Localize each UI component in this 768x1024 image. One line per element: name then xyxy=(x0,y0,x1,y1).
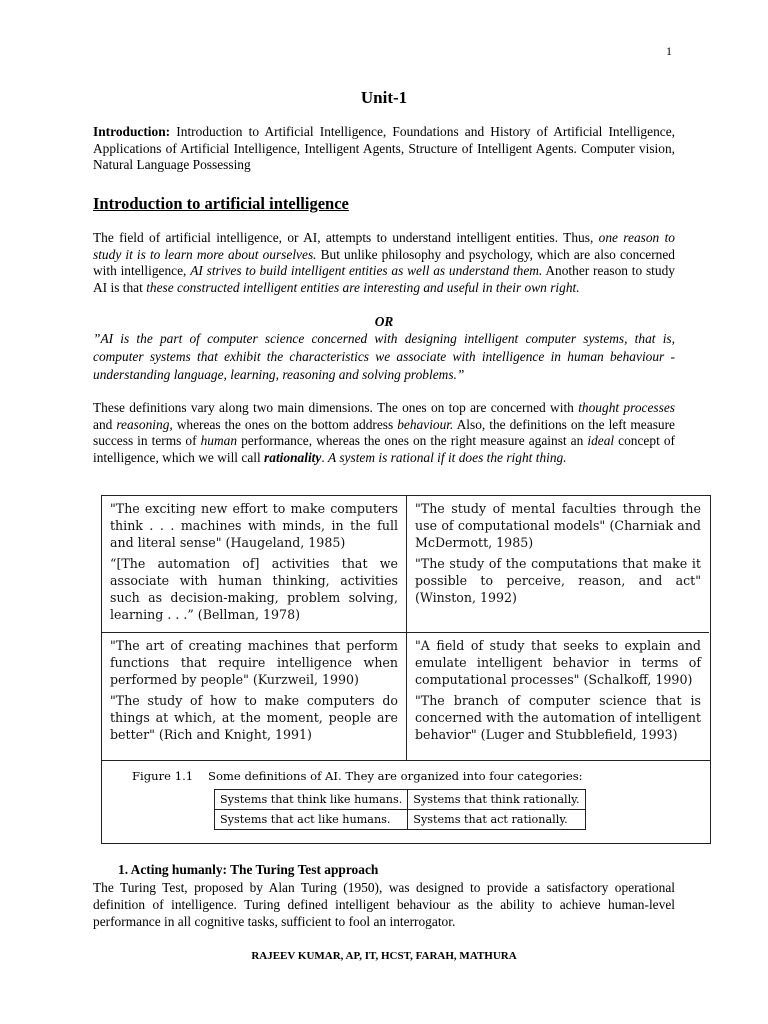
italic-run: these constructed intelligent entities are interesting and useful in their own right. xyxy=(146,279,580,295)
text-run: performance, whereas the ones on the right measure against an xyxy=(237,433,588,449)
text-run: But unlike philosophy and psychology, which are also concerned with intelligence, xyxy=(93,246,675,279)
definition-quote: "A field of study that seeks to explain and emulate intelligent behavior in terms of computational processes" (Schalkoff, 1990) xyxy=(415,638,701,687)
turing-test-paragraph: The Turing Test, proposed by Alan Turing (1950), was designed to provide a satisfactory operational definition of intelligence. Turing defined intelligent behaviour as the ability to achieve human-level performance in all cognitive tasks, sufficient to fool an interrogator. xyxy=(93,880,675,929)
unit-title: Unit-1 xyxy=(360,88,408,107)
dimensions-paragraph xyxy=(93,400,675,466)
italic-run: reasoning, xyxy=(116,416,173,432)
italic-run: A system is rational if it does the right thing. xyxy=(328,449,567,465)
definition-quote: "The branch of computer science that is concerned with the automation of intelligent behavior" (Luger and Stubblefield, 1993) xyxy=(415,693,701,742)
cell-acting-rationally xyxy=(407,633,709,760)
definition-quote: "The art of creating machines that perform functions that require intelligence when performed by people" (Kurzweil, 1990) xyxy=(110,638,398,687)
text-run: concept of intelligence, which we will call xyxy=(93,433,675,465)
text-run: Another reason to study AI is that xyxy=(93,263,675,295)
page-number: 1 xyxy=(666,44,672,58)
italic-run: ideal xyxy=(587,433,615,449)
definition-quote: "The exciting new effort to make computers think . . . machines with minds, in the full and literal sense" (Haugeland, 1985) xyxy=(110,501,398,550)
cell-acting-humanly xyxy=(102,633,407,760)
definition-quote: "The study of the computations that make it possible to perceive, reason, and act" (Winston, 1992) xyxy=(415,556,701,605)
definition-quote: "The study of mental faculties through the use of computational models" (Charniak and McDermott, 1985) xyxy=(415,501,701,550)
text-run: Also, the definitions on the left measure success in terms of xyxy=(93,416,675,449)
italic-run: AI strives to build intelligent entities as well as understand them. xyxy=(190,263,543,279)
or-separator: OR xyxy=(374,314,394,329)
text-run: These definitions vary along two main dimensions. The ones on top are concerned with xyxy=(93,400,579,415)
category-cell: Systems that act like humans. xyxy=(215,810,408,830)
page-footer: RAJEEV KUMAR, AP, IT, HCST, FARAH, MATHURA xyxy=(251,950,517,962)
italic-run: one reason to study it is to learn more about ourselves. xyxy=(93,230,675,262)
category-cell: Systems that think rationally. xyxy=(408,790,585,810)
definitions-grid xyxy=(102,496,710,762)
italic-run: behaviour. xyxy=(397,416,454,432)
figure-caption xyxy=(132,769,583,783)
definition-paragraph xyxy=(93,230,675,296)
table-row xyxy=(215,790,586,810)
definition-quote: “[The automation of] activities that we associate with human thinking, activities such as decision-making, problem solving, learning . . .” (Bellman, 1978) xyxy=(110,556,398,622)
intro-paragraph xyxy=(93,124,675,174)
cell-thinking-rationally xyxy=(407,496,709,633)
cell-thinking-humanly xyxy=(102,496,407,633)
italic-run: thought processes xyxy=(578,400,675,415)
text-run: The field of artificial intelligence, or AI, attempts to understand intelligent entities. Thus, xyxy=(93,230,599,245)
category-cell: Systems that act rationally. xyxy=(408,810,585,830)
text-run: . xyxy=(321,449,329,465)
categories-table xyxy=(214,789,586,830)
italic-run: human xyxy=(200,433,238,449)
intro-label: Introduction: xyxy=(93,124,171,139)
bold-italic-run: rationality xyxy=(264,449,322,465)
ai-definitions-figure xyxy=(101,495,711,844)
text-run: and xyxy=(93,416,117,432)
figure-caption-text: Some definitions of AI. They are organized into four categories: xyxy=(208,769,583,783)
figure-label: Figure 1.1 xyxy=(132,769,194,783)
definition-quote: "The study of how to make computers do things at which, at the moment, people are better" (Rich and Knight, 1991) xyxy=(110,693,398,742)
turing-test-heading: 1. Acting humanly: The Turing Test approach xyxy=(118,862,379,877)
table-row xyxy=(215,810,586,830)
text-run: whereas the ones on the bottom address xyxy=(172,416,398,432)
figure-caption-area xyxy=(102,760,710,845)
intro-text: Introduction to Artificial Intelligence, Foundations and History of Artificial Intelligence, Applications of Artificial Intelligence, Intelligent Agents, Structure of Intelligent Agents. Computer vision, Natural Language Possessing xyxy=(93,124,675,173)
ai-quote: ”AI is the part of computer science concerned with designing intelligent computer systems, that is, computer systems that exhibit the characteristics we associate with intelligence in human behaviour - understanding language, learning, reasoning and solving problems.” xyxy=(93,331,675,382)
category-cell: Systems that think like humans. xyxy=(215,790,408,810)
section-heading: Introduction to artificial intelligence xyxy=(93,194,349,213)
